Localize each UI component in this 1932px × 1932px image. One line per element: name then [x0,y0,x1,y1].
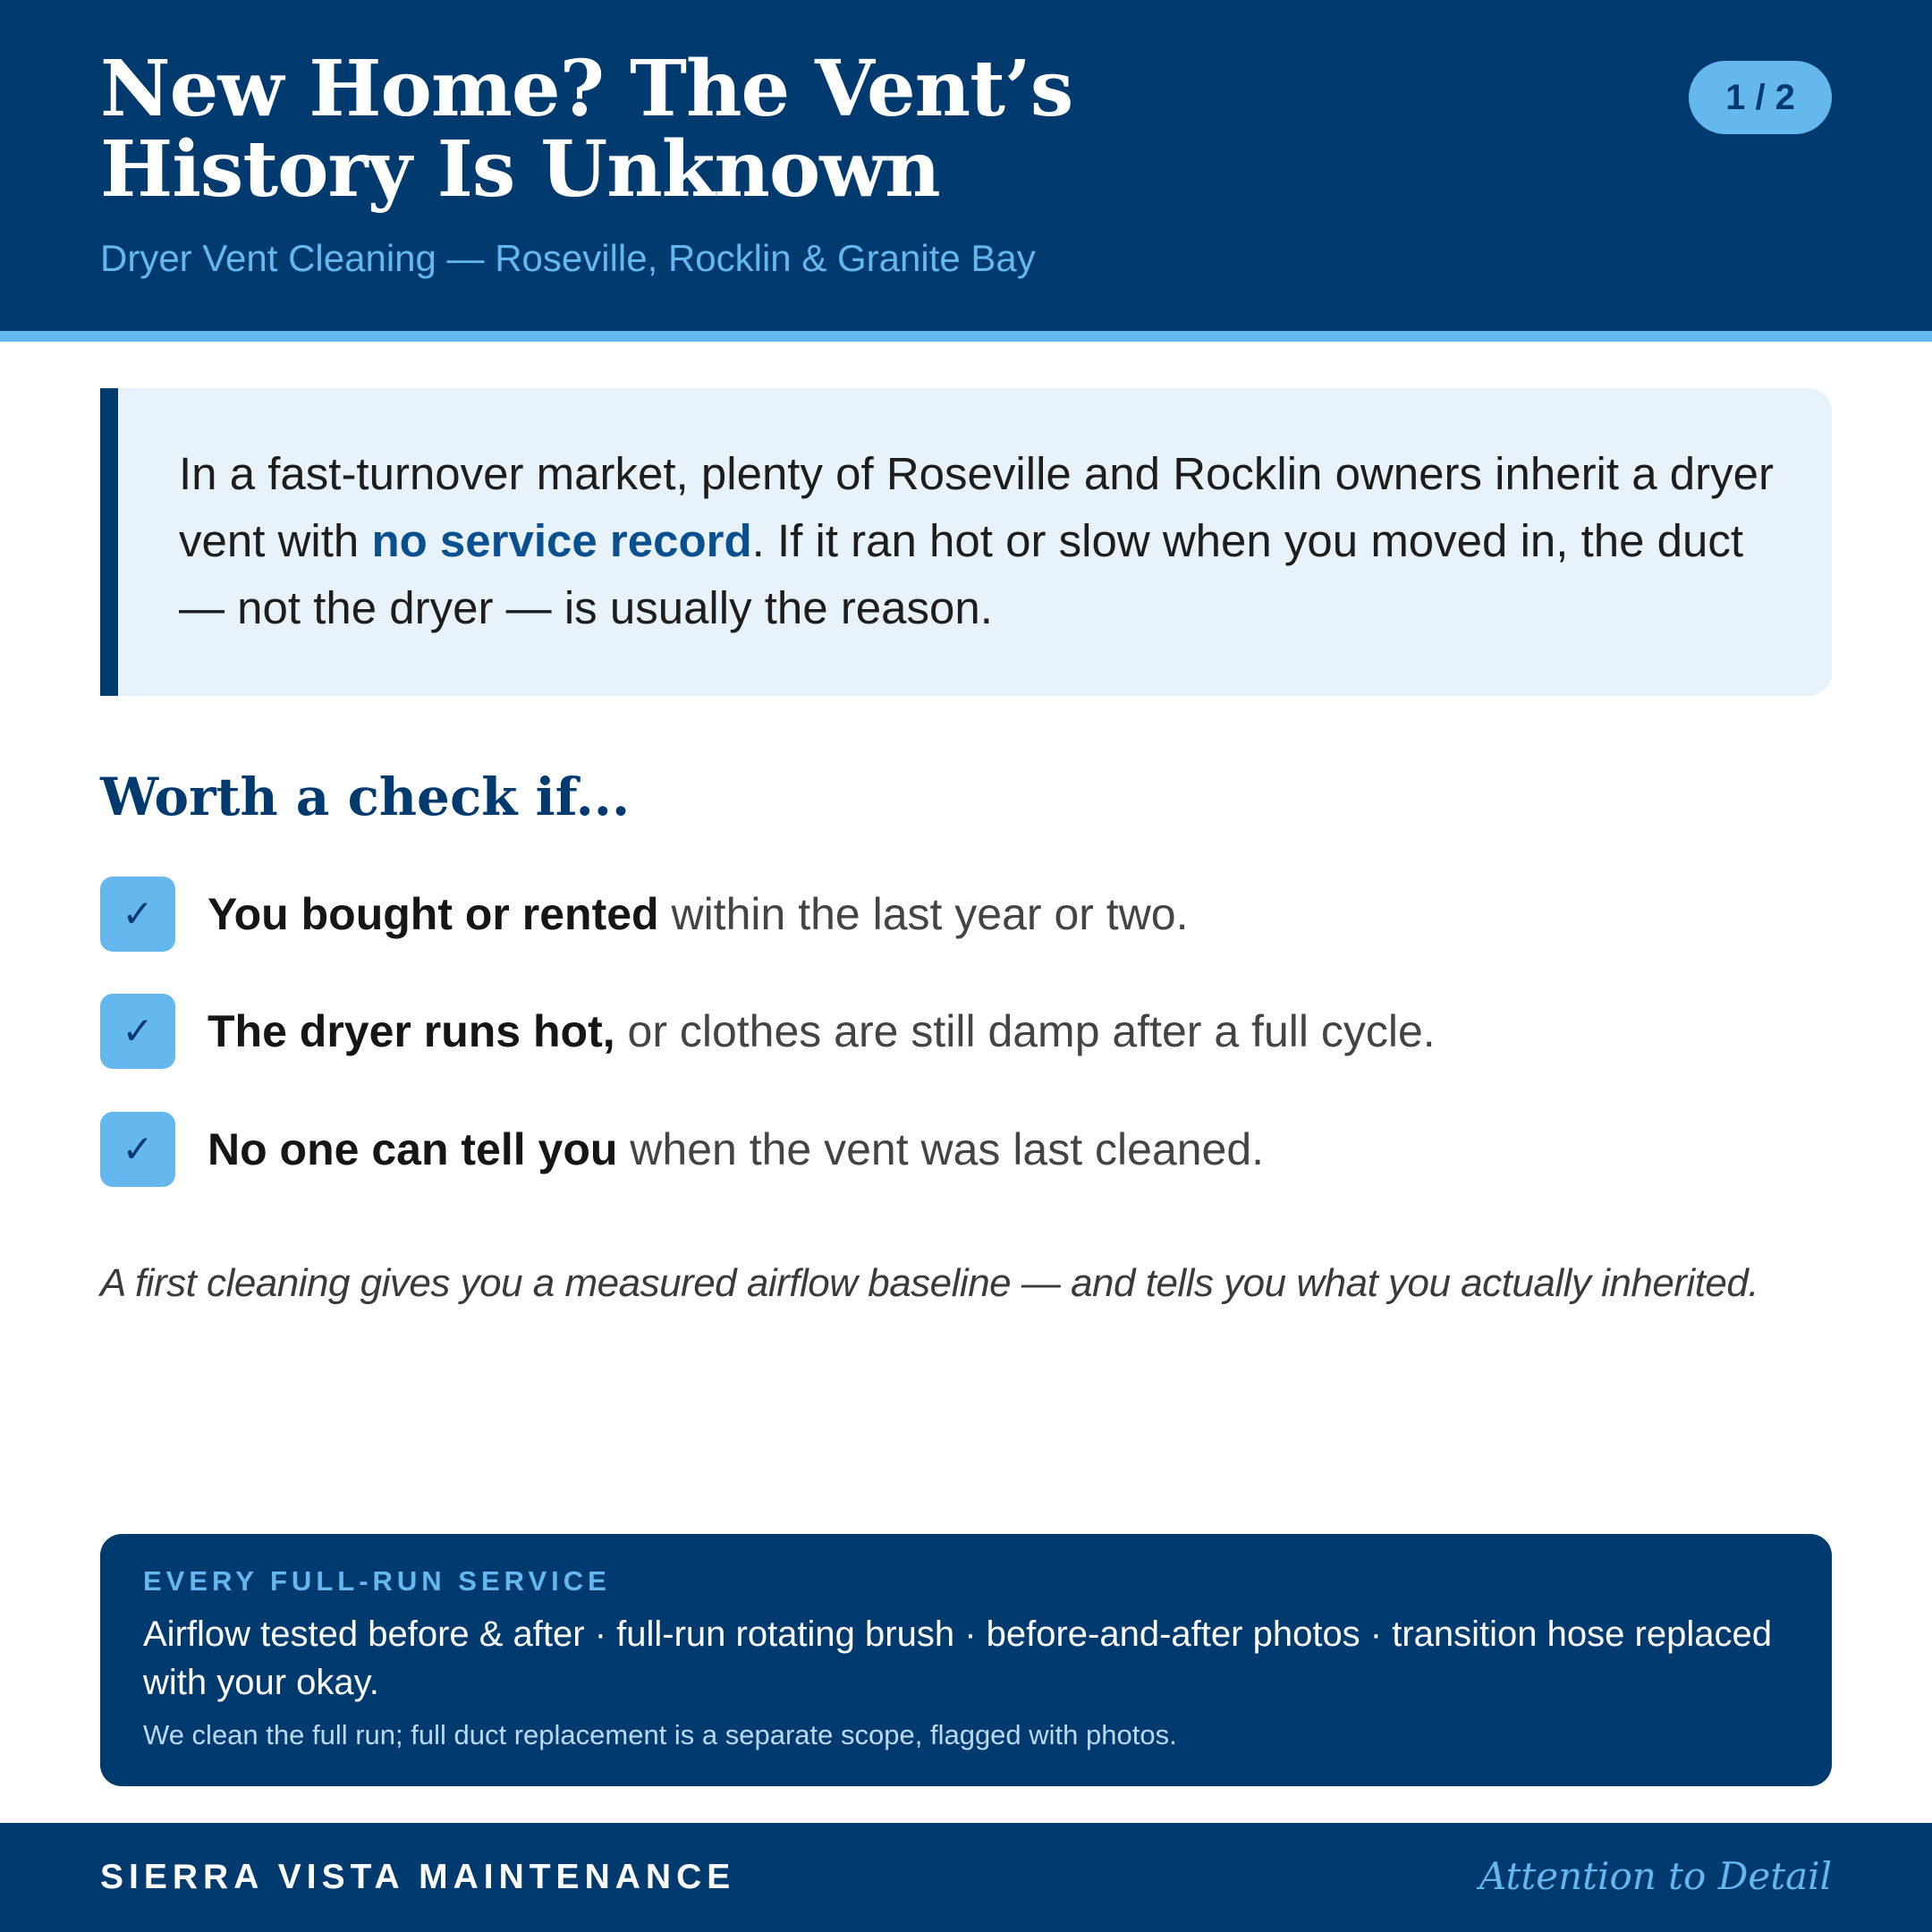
header-accent-stripe [0,331,1932,342]
checklist-item-rest: when the vent was last cleaned. [617,1124,1265,1174]
service-label: EVERY FULL-RUN SERVICE [143,1565,611,1597]
checkmark-icon: ✓ [100,994,175,1069]
checklist-item-text [208,877,1826,952]
service-description: Airflow tested before & after · full-run rotating brush · before-and-after photos · transition hose replaced with your okay. [143,1614,1772,1702]
checklist-item-text [208,994,1826,1069]
checklist-item [100,877,1832,952]
intro-text [179,440,1789,641]
title-line-1: New Home? The Vent’s [100,44,1073,134]
checklist-item [100,994,1832,1069]
intro-text-part-2: . If it ran hot or slow when you moved in, the duct — not the dryer — is usually the reason. [179,515,1744,633]
brand-tagline: Attention to Detail [1479,1854,1832,1898]
checkmark-icon: ✓ [100,1112,175,1187]
checklist-item-strong: You bought or rented [208,889,659,939]
intro-highlight: no service record [371,515,752,566]
checkmark-icon: ✓ [100,877,175,952]
baseline-note: A first cleaning gives you a measured airflow baseline — and tells you what you actually inherited. [100,1261,1759,1305]
page-title [100,44,1442,215]
title-line-2: History Is Unknown [100,124,940,215]
intro-text-part-1: In a fast-turnover market, plenty of Roseville and Rocklin owners inherit a dryer vent with [179,448,1774,566]
checklist-heading: Worth a check if... [100,767,631,827]
checklist-item [100,1112,1832,1187]
brand-name: SIERRA VISTA MAINTENANCE [100,1858,736,1896]
page-indicator-badge: 1 / 2 [1689,61,1832,134]
service-fine-print: We clean the full run; full duct replacement is a separate scope, flagged with photos. [143,1719,1177,1750]
checklist-item-text [208,1112,1826,1187]
page-subtitle: Dryer Vent Cleaning — Roseville, Rocklin & Granite Bay [100,237,1036,279]
checklist-item-strong: The dryer runs hot, [208,1006,615,1056]
checklist-item-strong: No one can tell you [208,1124,618,1174]
checklist-item-rest: within the last year or two. [658,889,1189,939]
checklist-item-rest: or clothes are still damp after a full cycle. [614,1006,1436,1056]
